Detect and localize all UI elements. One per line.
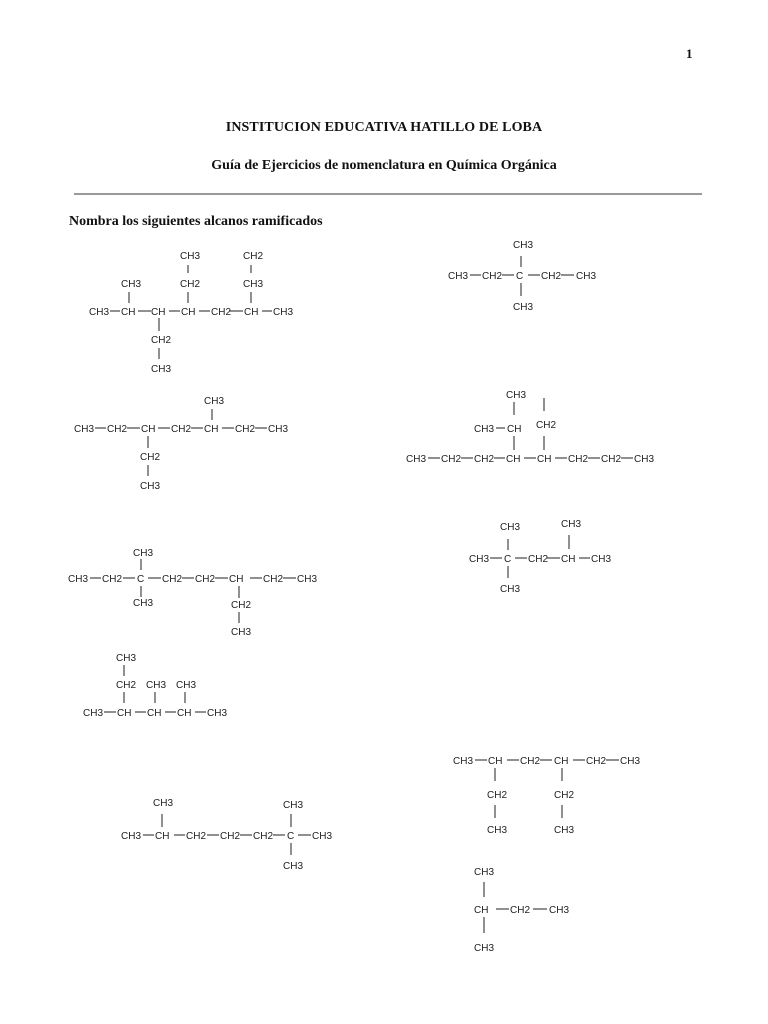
structure-1-label: CH3 — [180, 251, 201, 262]
structure-4-label: CH2 — [568, 454, 589, 465]
structure-8-label: CH3 — [487, 825, 508, 836]
structure-1-label: CH3 — [121, 279, 142, 290]
structure-4-label: CH2 — [601, 454, 622, 465]
structure-8-label: CH2 — [520, 756, 541, 767]
structure-8-label: CH — [554, 756, 569, 767]
structure-10-label: CH3 — [549, 905, 570, 916]
structure-9-label: CH3 — [312, 831, 333, 842]
structure-1-label: CH2 — [243, 251, 264, 262]
structure-6-label: CH3 — [231, 627, 252, 638]
structure-8-label: CH2 — [586, 756, 607, 767]
structure-2 — [448, 240, 596, 313]
structure-2-label: C — [516, 271, 524, 282]
structure-9-label: CH2 — [220, 831, 241, 842]
structure-8-label: CH — [488, 756, 503, 767]
structure-6-label: CH2 — [263, 574, 284, 585]
structure-2-label: CH3 — [576, 271, 597, 282]
structure-6-label: CH2 — [231, 600, 252, 611]
structure-3-label: CH3 — [268, 424, 289, 435]
structure-7-label: CH2 — [116, 680, 137, 691]
structure-5-label: CH3 — [500, 522, 521, 533]
document-subtitle: Guía de Ejercicios de nomenclatura en Química Orgánica — [211, 158, 557, 173]
structure-4-label: CH3 — [406, 454, 427, 465]
structure-4-label: CH — [537, 454, 552, 465]
structure-8-label: CH3 — [453, 756, 474, 767]
page-number: 1 — [686, 46, 693, 61]
structure-6-label: CH3 — [133, 548, 154, 559]
document-title: INSTITUCION EDUCATIVA HATILLO DE LOBA — [225, 120, 543, 135]
structure-1 — [89, 251, 293, 375]
structure-3-label: CH — [204, 424, 219, 435]
structure-2-label: CH2 — [482, 271, 503, 282]
structure-2-label: CH3 — [448, 271, 469, 282]
structure-1-label: CH2 — [180, 279, 201, 290]
structure-10 — [474, 867, 569, 954]
structure-4-label: CH3 — [634, 454, 655, 465]
structure-7-label: CH3 — [207, 708, 228, 719]
structure-4-label: CH — [507, 424, 522, 435]
structure-8-label: CH2 — [487, 790, 508, 801]
structure-10-label: CH — [474, 905, 489, 916]
structure-9 — [121, 798, 332, 872]
structure-7-label: CH3 — [116, 653, 137, 664]
structure-1-label: CH3 — [243, 279, 264, 290]
structure-1-label: CH3 — [89, 307, 110, 318]
structure-7-label: CH — [147, 708, 162, 719]
structure-4-label: CH2 — [536, 420, 557, 431]
structure-2-label: CH3 — [513, 302, 534, 313]
structure-1-label: CH2 — [211, 307, 232, 318]
structure-1-label: CH3 — [273, 307, 294, 318]
structure-7-label: CH3 — [176, 680, 197, 691]
structure-1-label: CH — [151, 307, 166, 318]
structure-7-label: CH — [117, 708, 132, 719]
structure-3-label: CH — [141, 424, 156, 435]
structure-6-label: CH2 — [162, 574, 183, 585]
structure-9-label: CH2 — [186, 831, 207, 842]
structure-4-label: CH2 — [441, 454, 462, 465]
structure-7-label: CH3 — [83, 708, 104, 719]
structure-5-label: CH3 — [591, 554, 612, 565]
structure-9-label: CH3 — [121, 831, 142, 842]
structure-3-label: CH3 — [74, 424, 95, 435]
structure-5-label: CH3 — [561, 519, 582, 530]
structure-5-label: CH — [561, 554, 576, 565]
structure-6-label: CH — [229, 574, 244, 585]
structure-3-label: CH3 — [204, 396, 225, 407]
structure-1-label: CH — [181, 307, 196, 318]
structure-9-label: CH2 — [253, 831, 274, 842]
structure-4-label: CH3 — [474, 424, 495, 435]
structure-6-label: CH3 — [133, 598, 154, 609]
structure-7-label: CH — [177, 708, 192, 719]
structure-5 — [469, 519, 611, 595]
structure-6 — [68, 548, 317, 638]
structure-5-label: CH3 — [500, 584, 521, 595]
structure-5-label: CH3 — [469, 554, 490, 565]
structure-1-label: CH — [121, 307, 136, 318]
structure-6-label: CH2 — [102, 574, 123, 585]
structure-10-label: CH2 — [510, 905, 531, 916]
structure-1-label: CH — [244, 307, 259, 318]
structure-4-label: CH — [506, 454, 521, 465]
structure-8-label: CH3 — [554, 825, 575, 836]
structure-5-label: CH2 — [528, 554, 549, 565]
structure-1-label: CH2 — [151, 335, 172, 346]
structure-8 — [453, 756, 640, 836]
structure-6-label: C — [137, 574, 145, 585]
structure-10-label: CH3 — [474, 867, 495, 878]
structure-3-label: CH2 — [140, 452, 161, 463]
structure-6-label: CH3 — [68, 574, 89, 585]
structure-7 — [83, 653, 227, 719]
structure-3-label: CH2 — [107, 424, 128, 435]
structure-8-label: CH3 — [620, 756, 641, 767]
structure-5-label: C — [504, 554, 512, 565]
structure-4-label: CH2 — [474, 454, 495, 465]
structure-7-label: CH3 — [146, 680, 167, 691]
structure-6-label: CH2 — [195, 574, 216, 585]
structure-6-label: CH3 — [297, 574, 318, 585]
structure-4-label: CH3 — [506, 390, 527, 401]
structure-3-label: CH3 — [140, 481, 161, 492]
structure-3-label: CH2 — [235, 424, 256, 435]
structure-2-label: CH3 — [513, 240, 534, 251]
exercise-instructions: Nombra los siguientes alcanos ramificados — [69, 214, 323, 229]
structure-8-label: CH2 — [554, 790, 575, 801]
structure-9-label: CH3 — [153, 798, 174, 809]
structure-9-label: CH3 — [283, 800, 304, 811]
structure-2-label: CH2 — [541, 271, 562, 282]
structure-4 — [406, 390, 654, 465]
structure-1-label: CH3 — [151, 364, 172, 375]
structure-9-label: CH — [155, 831, 170, 842]
structure-9-label: C — [287, 831, 295, 842]
structure-3 — [74, 396, 288, 492]
structure-10-label: CH3 — [474, 943, 495, 954]
structure-9-label: CH3 — [283, 861, 304, 872]
structure-3-label: CH2 — [171, 424, 192, 435]
